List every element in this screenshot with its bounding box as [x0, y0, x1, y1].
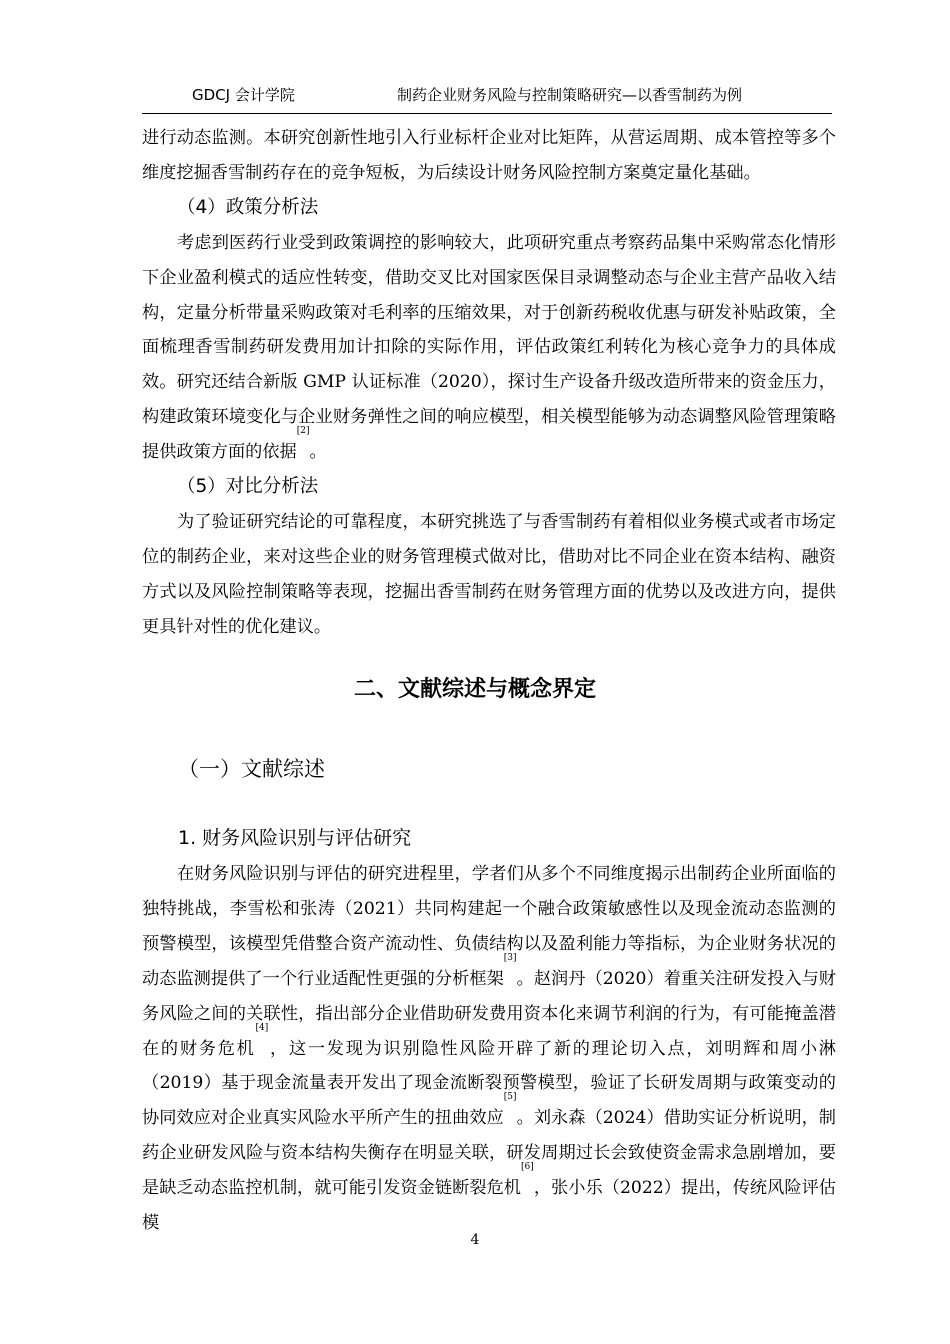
header-left: GDCJ 会计学院: [192, 86, 295, 104]
subsection-title: 1. 财务风险识别与评估研究: [178, 827, 412, 849]
page-number: 4: [470, 1232, 480, 1248]
section-title: （一）文献综述: [178, 757, 325, 781]
citation-4[interactable]: [4]: [255, 1022, 269, 1033]
paragraph-continued: 进行动态监测。本研究创新性地引入行业标杆企业对比矩阵，从营运周期、成本管控等多个维度挖掘香雪制药存在的竞争短板，为后续设计财务风险控制方案奠定量化基础。: [142, 128, 836, 183]
running-header: [0, 84, 950, 106]
paragraph-literature-review: [142, 857, 836, 1241]
header-rule: [142, 113, 832, 114]
lit-text-4: 。刘永森（2024）借助实证分析说明，制药企业研发风险与资本结构失衡存在明显关联，研发周期过长会致使资金需求急剧增加，要是缺乏动态监控机制，就可能引发资金链断裂危机: [142, 1108, 836, 1199]
lit-text-5: ，张小乐（2022）提出，传统风险评估模: [142, 1178, 836, 1234]
citation-5[interactable]: [5]: [503, 1092, 517, 1103]
body-literature: [142, 857, 836, 1241]
lit-text-2: 。赵润丹（2020）着重关注研发投入与财务风险之间的关联性，指出部分企业借助研发费用资本化来调节利润的行为，有可能掩盖潜在的财务危机: [142, 968, 836, 1059]
header-title: 制药企业财务风险与控制策略研究—以香雪制药为例: [397, 86, 743, 104]
heading-comparative-analysis: （5）对比分析法: [177, 476, 319, 498]
policy-text: 考虑到医药行业受到政策调控的影响较大，此项研究重点考察药品集中采购常态化情形下企业盈利模式的适应性转变，借助交叉比对国家医保目录调整动态与企业主营产品收入结构，定量分析带量采购政策对毛利率的压缩效果，对于创新药税收优惠与研发补贴政策，全面梳理香雪制药研发费用加计扣除的实际作用，评估政策红利转化为核心竞争力的具体成效。研究还结合新版 GMP 认证标准（2020），探讨生产设备升级改造所带来的资金压力，构建政策环境变化与企业财务弹性之间的响应模型，相关模型能够为动态调整风险管理策略提供政策方面的依据: [142, 232, 836, 463]
paragraph-comparative-analysis: 为了验证研究结论的可靠程度，本研究挑选了与香雪制药有着相似业务模式或者市场定位的制药企业，来对这些企业的财务管理模式做对比，借助对比不同企业在资本结构、融资方式以及风险控制策略等表现，挖掘出香雪制药在财务管理方面的优势以及改进方向，提供更具针对性的优化建议。: [142, 511, 836, 637]
lit-text-3: ，这一发现为识别隐性风险开辟了新的理论切入点，刘明辉和周小淋（2019）基于现金流量表开发出了现金流断裂预警模型，验证了长研发周期与政策变动的协同效应对企业真实风险水平所产生的扭曲效应: [142, 1038, 836, 1129]
lit-text-1: 在财务风险识别与评估的研究进程里，学者们从多个不同维度揭示出制药企业所面临的独特挑战，李雪松和张涛（2021）共同构建起一个融合政策敏感性以及现金流动态监测的预警模型，该模型凭借整合资产流动性、负债结构以及盈利能力等指标，为企业财务状况的动态监测提供了一个行业适配性更强的分析框架: [142, 864, 836, 989]
body-top: [142, 121, 836, 645]
citation-6[interactable]: [6]: [521, 1162, 534, 1173]
paragraph-policy-analysis: [142, 226, 836, 470]
citation-2[interactable]: [2]: [296, 426, 310, 437]
chapter-title: 二、文献综述与概念界定: [353, 677, 596, 702]
policy-end: 。: [309, 442, 327, 463]
heading-policy-analysis: （4）政策分析法: [177, 196, 319, 218]
citation-3[interactable]: [3]: [503, 952, 517, 963]
